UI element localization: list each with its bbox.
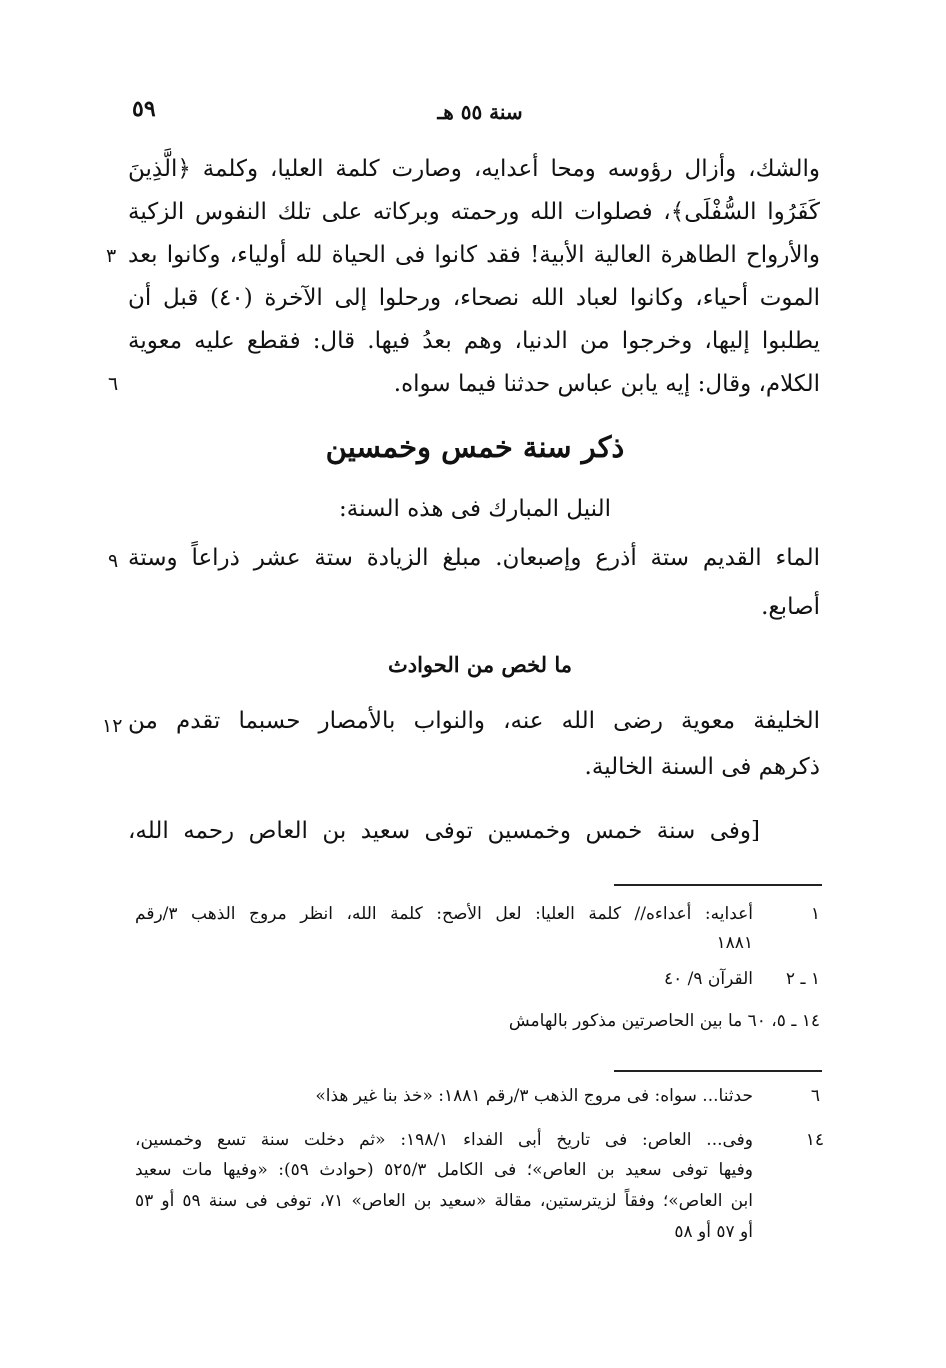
footnote-text: ١٨٨١ bbox=[716, 933, 753, 953]
nile-text-line: أصابع. bbox=[761, 594, 820, 620]
footnote-text: حدثنا... سواه: فى مروج الذهب ٣/رقم ١٨٨١: «خذ بنا غير هذا» bbox=[315, 1086, 753, 1106]
text-line: الموت أحياء، وكانوا لعباد الله نصحاء، ورحلوا إلى الآخرة (٤٠) قبل أن bbox=[128, 285, 821, 311]
footnote-text: أو ٥٧ أو ٥٨ bbox=[674, 1222, 753, 1242]
nile-heading: النيل المبارك فى هذه السنة: bbox=[338, 496, 611, 522]
line-number-9: ٩ bbox=[108, 550, 119, 572]
running-title: سنة ٥٥ هـ bbox=[437, 100, 523, 124]
events-text-line: ذكرهم فى السنة الخالية. bbox=[584, 754, 820, 780]
text-line: والأرواح الطاهرة العالية الأبية! فقد كانوا فى الحياة لله أولياء، وكانوا بعد bbox=[128, 242, 820, 268]
footnote-ref: ٦ bbox=[810, 1086, 820, 1106]
line-number-12: ١٢ bbox=[102, 715, 123, 737]
footnote-text: وفيها توفى سعيد بن العاص»؛ فى الكامل ٥٢٥/٣ (حوادث ٥٩): «وفيها مات سعيد bbox=[135, 1160, 753, 1180]
footnote-ref: ١ bbox=[810, 904, 820, 924]
text-line: يطلبوا إليها، وخرجوا من الدنيا، وهم بعدُ فيها. قال: فقطع عليه معوية bbox=[128, 328, 820, 354]
footnote-ref: ١٤ bbox=[805, 1130, 824, 1150]
section-title: ذكر سنة خمس وخمسين bbox=[325, 430, 625, 464]
footnote-text: ابن العاص»؛ وفقاً لزيترستين، مقالة «سعيد بن العاص» ٧١، توفى فى سنة ٥٩ أو ٥٣ bbox=[135, 1191, 753, 1211]
footnote-text: وفى... العاص: فى تاريخ أبى الفداء ١٩٨/١: «ثم دخلت سنة تسع وخمسين، bbox=[135, 1130, 754, 1150]
events-heading: ما لخص من الحوادث bbox=[387, 652, 573, 677]
footnote-text: القرآن ٩/ ٤٠ bbox=[663, 969, 753, 989]
last-text-line: [وفى سنة خمس وخمسين توفى سعيد بن العاص رحمه الله، bbox=[128, 818, 760, 844]
footnote-ref: ١ ـ ٢ bbox=[785, 969, 820, 989]
footnote-text: أعدايه: أعداءه// كلمة العليا: لعل الأصح: كلمة الله، انظر مروج الذهب ٣/رقم bbox=[135, 904, 753, 924]
text-line: الكلام، وقال: إيه يابن عباس حدثنا فيما سواه. bbox=[393, 371, 820, 397]
footnote-rule bbox=[614, 1070, 822, 1072]
line-number-3: ٣ bbox=[106, 245, 117, 267]
footnote-rule bbox=[614, 884, 822, 886]
line-number-6: ٦ bbox=[108, 373, 119, 395]
footnote-text: ١٤ ـ ٥، ٦٠ ما بين الحاصرتين مذكور بالهامش bbox=[508, 1011, 820, 1031]
page-number: ٥٩ bbox=[132, 96, 156, 122]
text-line: كَفَرُوا السُّفْلَى﴾، فصلوات الله ورحمته وبركاته على تلك النفوس الزكية bbox=[128, 199, 820, 225]
events-text-line: الخليفة معوية رضى الله عنه، والنواب بالأمصار حسبما تقدم من bbox=[128, 708, 820, 734]
nile-text-line: الماء القديم ستة أذرع وإصبعان. مبلغ الزيادة ستة عشر ذراعاً وستة bbox=[128, 545, 820, 571]
text-line: والشك، وأزال رؤوسه ومحا أعدايه، وصارت كلمة العليا، وكلمة ﴿الَّذِينَ bbox=[128, 156, 820, 182]
